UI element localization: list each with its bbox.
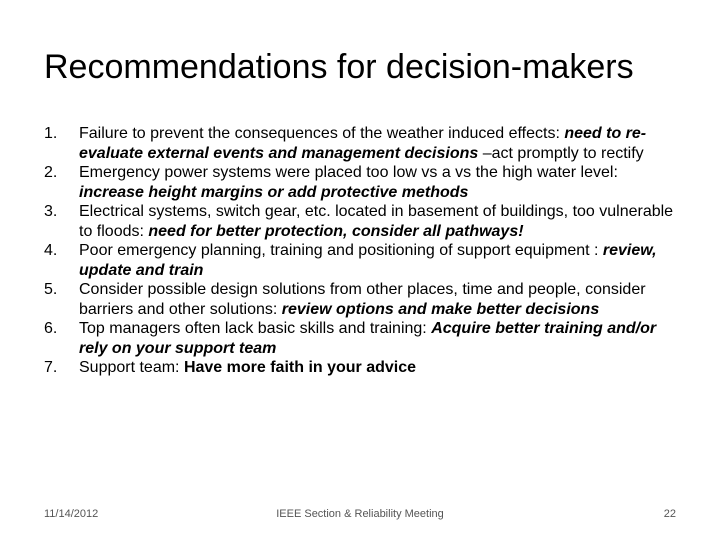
list-item bbox=[44, 241, 684, 280]
item-emphasis: review options and make better decisions bbox=[281, 300, 600, 318]
item-text: Electrical systems, switch gear, etc. located in basement of buildings, too vulnerable to floods: bbox=[79, 203, 674, 240]
list-item bbox=[44, 319, 684, 358]
list-item bbox=[44, 202, 684, 241]
item-emphasis: Acquire better training and/or rely on your support team bbox=[79, 320, 657, 357]
item-emphasis: Have more faith in your advice bbox=[183, 359, 417, 376]
item-emphasis: need to re-evaluate external events and management decisions bbox=[79, 125, 647, 162]
item-number: 6. bbox=[44, 320, 58, 337]
item-number: 3. bbox=[44, 203, 58, 220]
slide-title: Recommendations for decision-makers bbox=[44, 48, 634, 86]
item-number: 7. bbox=[44, 359, 58, 376]
item-tail: –act promptly to rectify bbox=[478, 144, 644, 162]
item-number: 1. bbox=[44, 125, 58, 142]
item-number: 5. bbox=[44, 281, 58, 298]
item-emphasis: increase height margins or add protective methods bbox=[79, 183, 469, 201]
list-item bbox=[44, 124, 684, 163]
item-emphasis: review, update and train bbox=[79, 242, 657, 279]
item-text: Poor emergency planning, training and positioning of support equipment : bbox=[79, 242, 603, 259]
recommendation-list bbox=[44, 124, 684, 378]
item-text: Emergency power systems were placed too low vs a vs the high water level: bbox=[79, 164, 618, 181]
item-emphasis: need for better protection, consider all pathways! bbox=[148, 222, 524, 240]
page-number: 22 bbox=[663, 508, 676, 520]
footer-title: IEEE Section & Reliability Meeting bbox=[276, 508, 444, 520]
item-text: Support team: bbox=[79, 359, 184, 376]
item-number: 4. bbox=[44, 242, 58, 259]
list-item bbox=[44, 358, 684, 378]
footer-date: 11/14/2012 bbox=[44, 508, 99, 520]
item-number: 2. bbox=[44, 164, 58, 181]
list-item bbox=[44, 280, 684, 319]
list-item bbox=[44, 163, 684, 202]
item-text: Consider possible design solutions from other places, time and people, consider barriers and other solutions: bbox=[79, 281, 646, 318]
item-text: Top managers often lack basic skills and training: bbox=[79, 320, 432, 337]
item-text: Failure to prevent the consequences of the weather induced effects: bbox=[79, 125, 565, 142]
